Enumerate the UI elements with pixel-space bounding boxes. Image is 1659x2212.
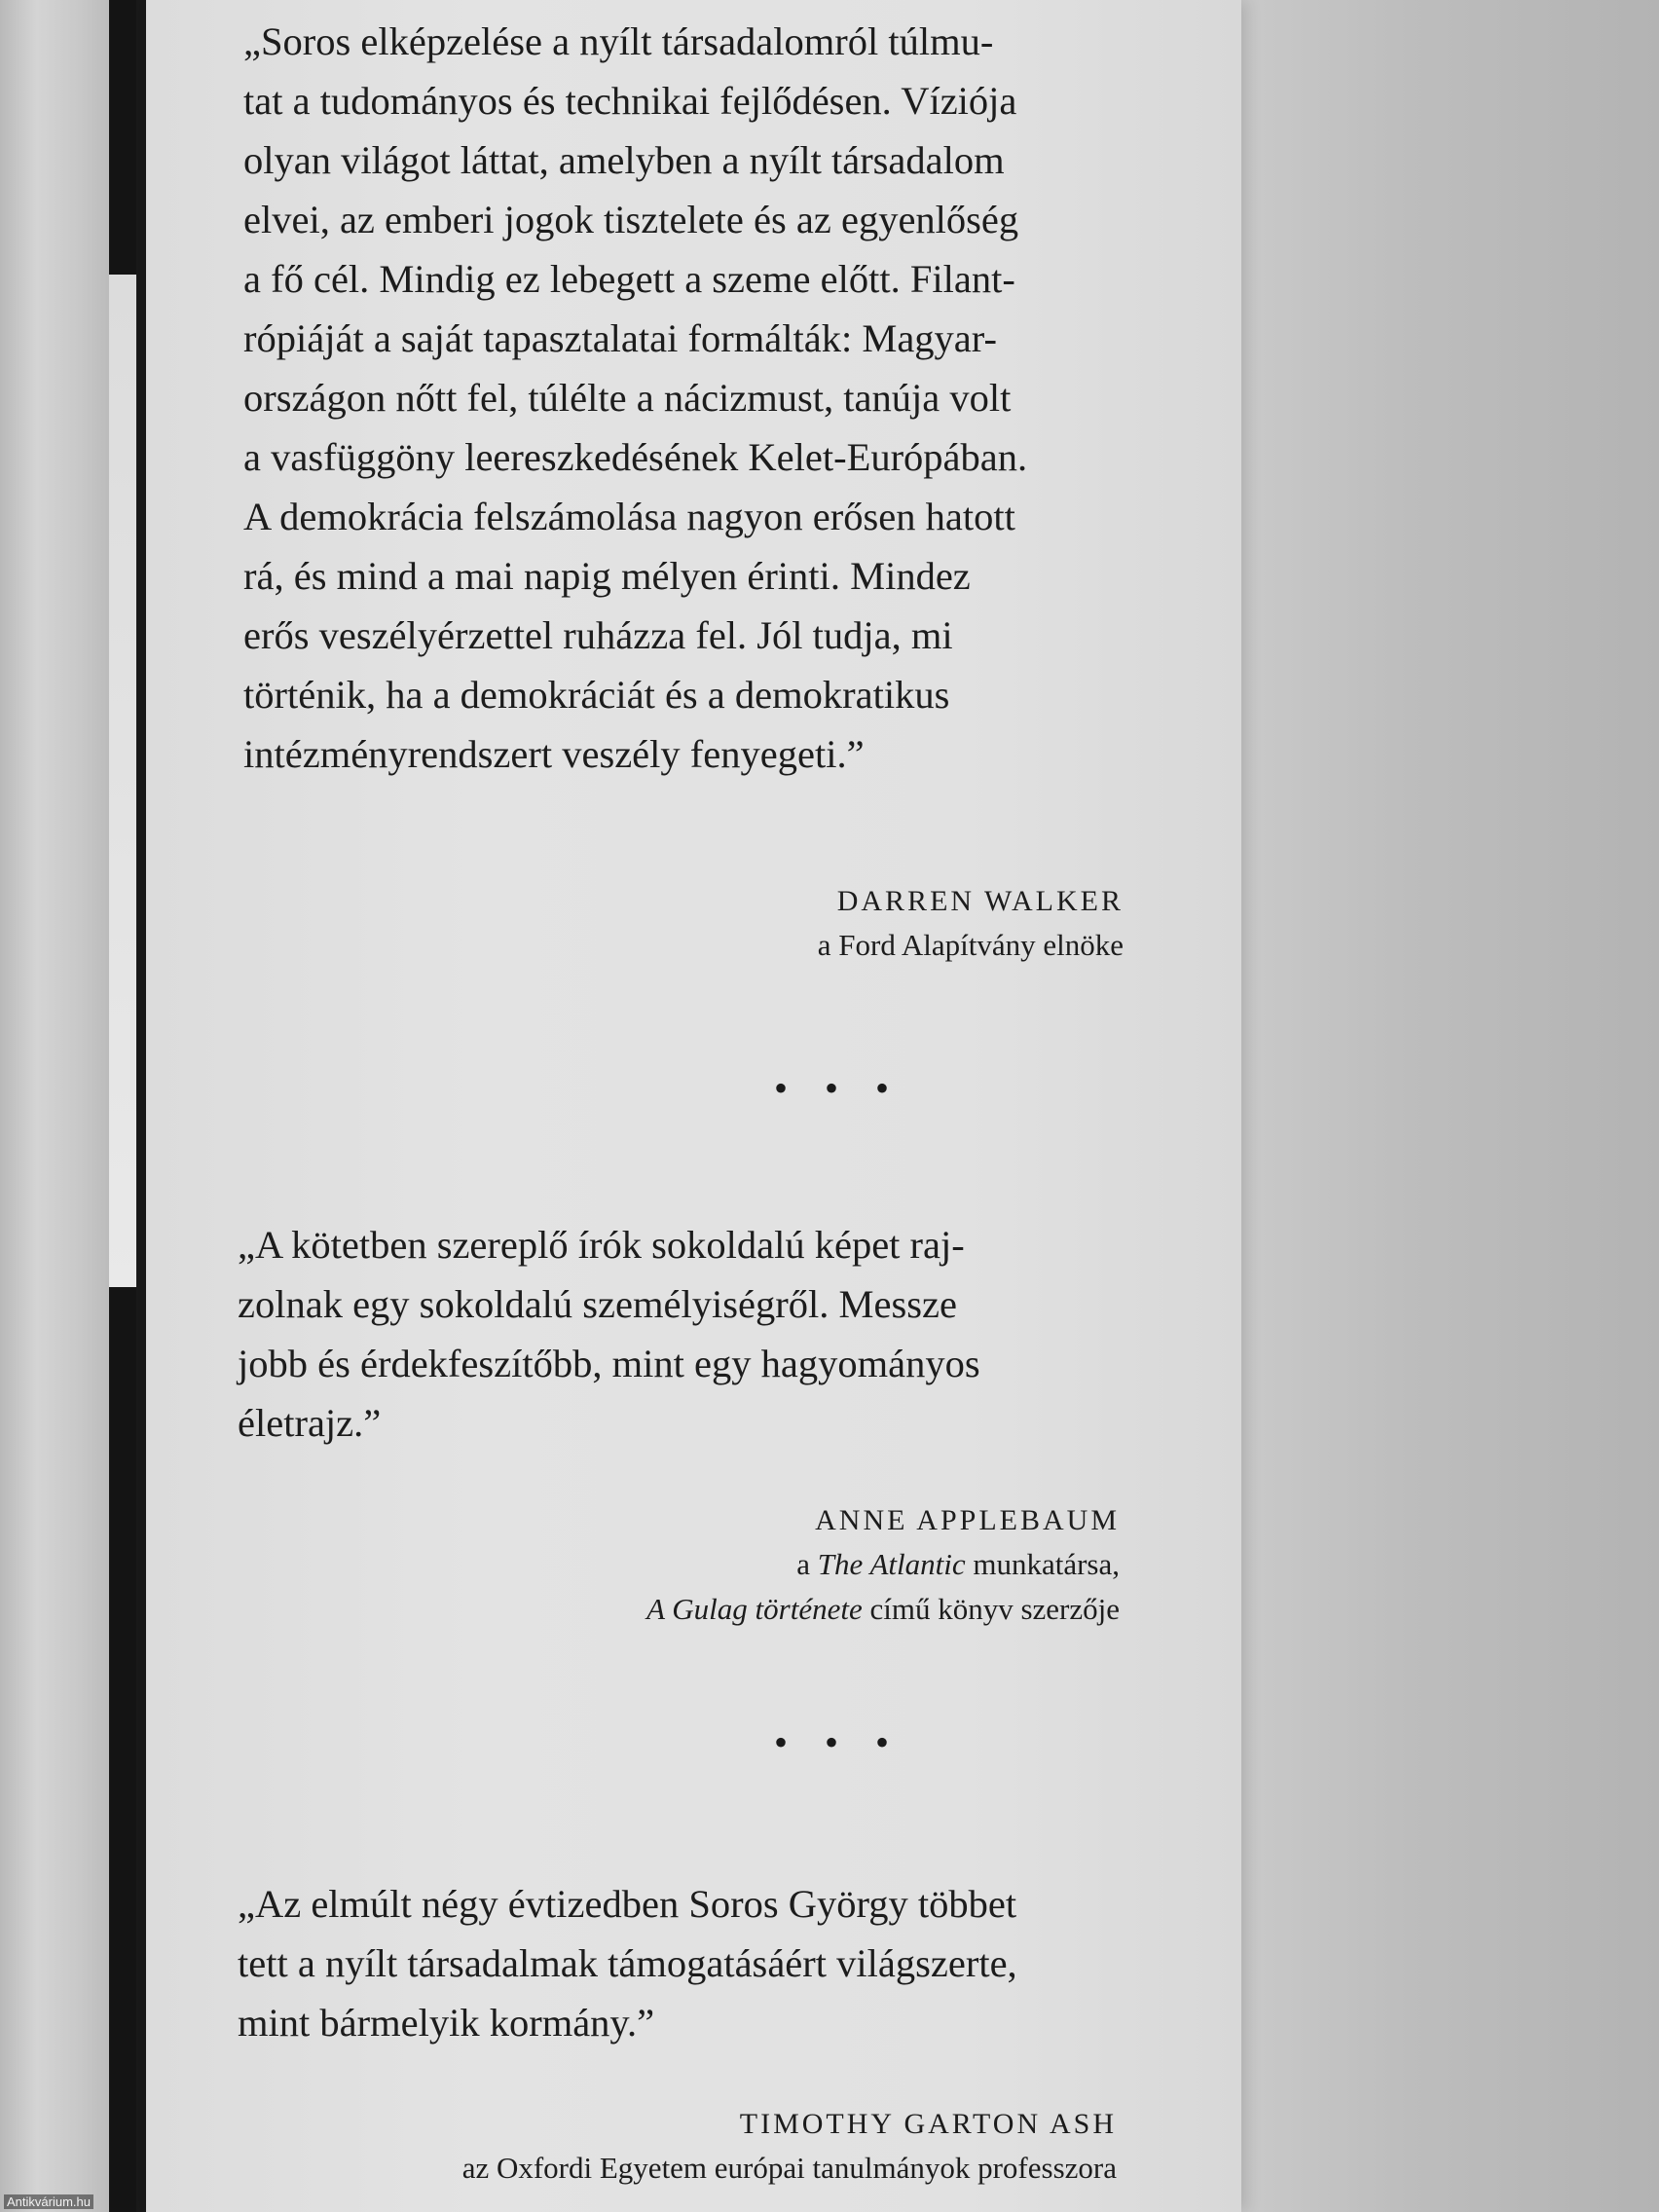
quote-line: „A kötetben szereplő írók sokoldalú képet raj- — [238, 1223, 965, 1267]
attribution-garton-ash — [462, 2103, 1117, 2191]
quote-line: zolnak egy sokoldalú személyiségről. Messze — [238, 1282, 957, 1326]
spine-edge-stripe — [136, 0, 146, 2212]
watermark: Antikvárium.hu — [4, 2194, 93, 2209]
quote-line: a vasfüggöny leereszkedésének Kelet-Európában. — [243, 435, 1028, 479]
quote-line: tat a tudományos és technikai fejlődésen. Víziója — [243, 79, 1017, 123]
quote-line: olyan világot láttat, amelyben a nyílt társadalom — [243, 138, 1005, 182]
role-suffix: című könyv szerzője — [862, 1592, 1120, 1626]
quote-line: jobb és érdekfeszítőbb, mint egy hagyományos — [238, 1342, 980, 1385]
quote-walker — [243, 12, 1275, 784]
author-name: DARREN WALKER — [836, 885, 1124, 917]
author-role: a Ford Alapítvány elnöke — [817, 928, 1124, 962]
section-separator: • • • — [774, 1720, 903, 1764]
attribution-walker — [818, 880, 1124, 968]
role-book-title: A Gulag története — [646, 1592, 863, 1626]
quote-line: „Az elmúlt négy évtizedben Soros György többet — [238, 1882, 1017, 1926]
attribution-applebaum — [646, 1499, 1120, 1632]
role-prefix: a — [796, 1547, 818, 1581]
author-role — [646, 1587, 1120, 1632]
right-background — [1241, 0, 1659, 2212]
role-suffix: munkatársa, — [965, 1547, 1120, 1581]
author-role: az Oxfordi Egyetem európai tanulmányok professzora — [461, 2151, 1117, 2185]
printed-page — [146, 0, 1241, 2212]
author-name: ANNE APPLEBAUM — [815, 1504, 1120, 1536]
section-separator: • • • — [774, 1066, 903, 1110]
author-name: TIMOTHY GARTON ASH — [739, 2108, 1117, 2140]
quote-line: tett a nyílt társadalmak támogatásáért világszerte, — [238, 1941, 1017, 1985]
quote-line: A demokrácia felszámolása nagyon erősen hatott — [243, 495, 1015, 538]
quote-line: a fő cél. Mindig ez lebegett a szeme előtt. Filant- — [243, 257, 1015, 301]
quote-line: történik, ha a demokráciát és a demokratikus — [243, 673, 950, 717]
quote-line: életrajz.” — [238, 1401, 382, 1445]
quote-line: erős veszélyérzettel ruházza fel. Jól tudja, mi — [243, 613, 953, 657]
role-publication: The Atlantic — [817, 1547, 966, 1581]
quote-line: mint bármelyik kormány.” — [238, 2001, 655, 2045]
quote-line: rá, és mind a mai napig mélyen érinti. Mindez — [243, 554, 971, 598]
quote-applebaum — [238, 1215, 1265, 1453]
quote-line: országon nőtt fel, túlélte a nácizmust, tanúja volt — [243, 376, 1012, 420]
quote-line: rópiáját a saját tapasztalatai formálták: Magyar- — [243, 316, 997, 360]
quote-line: „Soros elképzelése a nyílt társadalomról túlmu- — [243, 19, 994, 63]
quote-garton-ash — [238, 1874, 1265, 2052]
quote-line: intézményrendszert veszély fenyegeti.” — [243, 732, 865, 776]
author-role — [646, 1542, 1120, 1587]
quote-line: elvei, az emberi jogok tisztelete és az egyenlőség — [243, 198, 1019, 241]
